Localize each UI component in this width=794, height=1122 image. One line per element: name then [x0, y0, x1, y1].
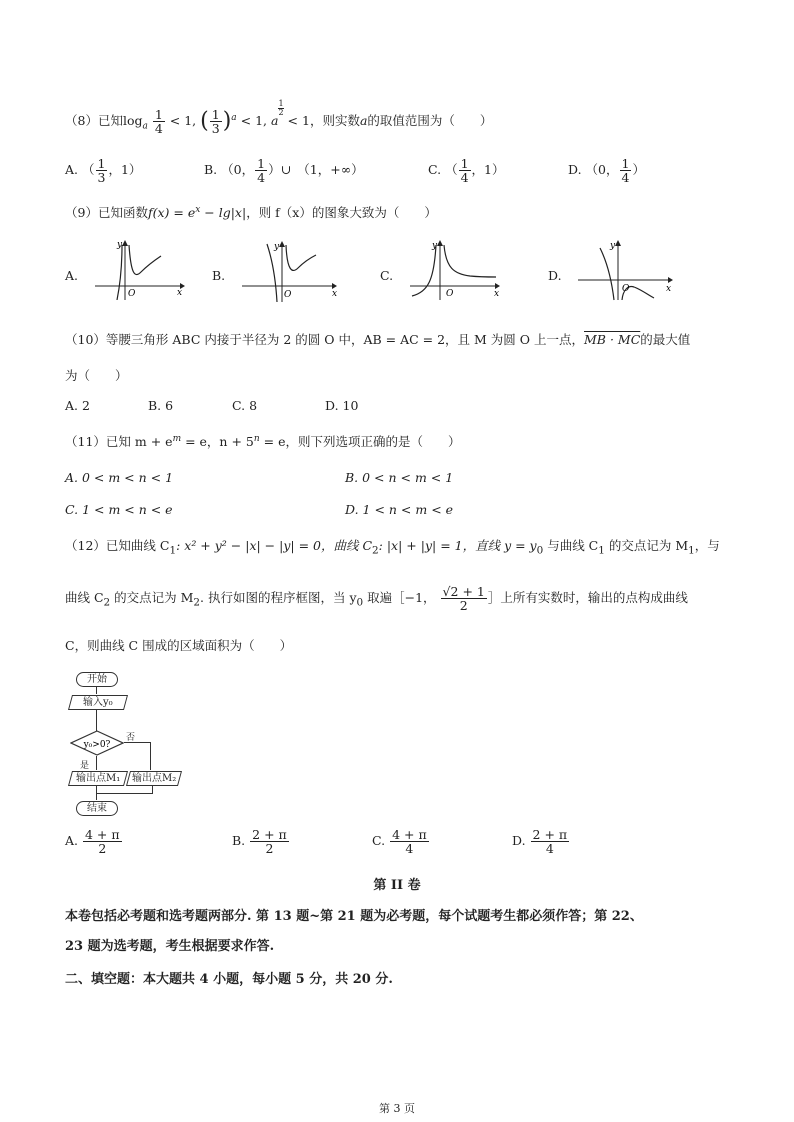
- svg-text:y: y: [432, 241, 438, 251]
- svg-text:x: x: [494, 289, 500, 299]
- svg-text:O: O: [284, 290, 292, 300]
- section-title: 第 II 卷: [373, 878, 421, 893]
- q12-option-d: D. $\frac{2 + \pi}{4}$: [512, 827, 568, 857]
- q10-option-c: C. 8: [232, 398, 258, 413]
- svg-text:y: y: [610, 241, 616, 251]
- flow-output-2: 输出点M₂: [126, 771, 182, 786]
- graph-a: [95, 240, 185, 300]
- q9-option-c: C. y O x: [380, 240, 500, 300]
- q8-option-c: C. （ $\frac{1}{4}$ ，1）: [428, 156, 505, 186]
- svg-text:y: y: [117, 240, 123, 250]
- q10-option-d: D. 10: [325, 398, 359, 413]
- q8-stem: （8）已知$\log_a$ $\frac{1}{4}$ < 1, ( $\frac{1}{3}$ )$^a$ < 1, a $^{\frac{1}{2}}$ < 1，则实数a的取值范围为（ ）: [65, 99, 493, 136]
- flow-start: 开始: [76, 672, 118, 687]
- q12-stem-1: （12）已知曲线 $C_1$: x² + y² − |x| − |y| = 0，曲线 $C_2$: |x| + |y| = 1，直线 $y = y_0$ 与曲线 $C_1$ 的交点记为 $M_1$，与: [65, 538, 720, 557]
- q11-option-a: A. 0 < m < n < 1: [65, 470, 174, 485]
- graph-c: [410, 240, 505, 300]
- q8-option-b: B. （0， $\frac{1}{4}$ ）∪ （1，+∞）: [204, 156, 364, 186]
- svg-text:x: x: [332, 289, 338, 299]
- q9-option-a: A. y O x: [65, 240, 185, 300]
- svg-text:x: x: [177, 288, 183, 298]
- q10-stem-2: 为（ ）: [65, 368, 128, 383]
- q9-option-b: B. y O x: [212, 240, 332, 305]
- q11-option-d: D. 1 < n < m < e: [345, 502, 454, 517]
- q11-option-b: B. 0 < n < m < 1: [345, 470, 454, 485]
- svg-text:O: O: [622, 284, 630, 294]
- q12-option-b: B. $\frac{2 + \pi}{2}$: [232, 827, 287, 857]
- q11-option-c: C. 1 < m < n < e: [65, 502, 173, 517]
- flowchart: [62, 668, 222, 818]
- flow-no-label: 否: [126, 733, 136, 743]
- q12-stem-2: 曲线 $C_2$ 的交点记为 $M_2$. 执行如图的程序框图，当 $y_0$ 取遍［−1， $\frac{√2 + 1}{2}$ ］上所有实数时，输出的点构成曲线: [65, 584, 688, 614]
- q11-stem: （11）已知 $m + e^m = e$，$n + 5^n = e$，则下列选项正确的是（ ）: [65, 433, 461, 449]
- svg-text:O: O: [128, 289, 136, 299]
- svg-text:y: y: [274, 242, 280, 252]
- q12-option-a: A. $\frac{4 + \pi}{2}$: [65, 827, 120, 857]
- q10-stem: （10）等腰三角形 ABC 内接于半径为 2 的圆 O 中，AB = AC = 2，且 M 为圆 O 上一点，MB · MC的最大值: [65, 332, 691, 347]
- flow-end: 结束: [76, 801, 118, 816]
- q9-option-d: D. y O x: [548, 240, 668, 300]
- section-intro-2: 23 题为选考题，考生根据要求作答.: [65, 939, 275, 954]
- q12-option-c: C. $\frac{4 + \pi}{4}$: [372, 827, 427, 857]
- q12-stem-3: C，则曲线 C 围成的区域面积为（ ）: [65, 638, 293, 653]
- q9-stem: （9）已知函数$f(x) = e^x - \lg|x|$，则 f（x）的图象大致为（ ）: [65, 204, 437, 220]
- q10-option-a: A. 2: [65, 398, 90, 413]
- svg-text:x: x: [666, 284, 672, 294]
- flow-output-1: 输出点M₁: [68, 771, 128, 786]
- flow-yes-label: 是: [80, 761, 90, 771]
- svg-text:y₀>0?: y₀>0?: [83, 740, 111, 750]
- section-intro-1: 本卷包括必考题和选考题两部分. 第 13 题~第 21 题为必考题，每个试题考生都必须作答；第 22、: [65, 909, 643, 924]
- q8-option-d: D. （0， $\frac{1}{4}$ ）: [568, 156, 645, 186]
- page-number: 第 3 页: [379, 1102, 415, 1115]
- graph-b: [232, 240, 342, 305]
- flow-decision: [70, 730, 124, 756]
- graph-d: [578, 240, 678, 302]
- q10-option-b: B. 6: [148, 398, 174, 413]
- fill-blank-heading: 二、填空题：本大题共 4 小题，每小题 5 分，共 20 分.: [65, 972, 393, 987]
- q8-option-a: A. （ $\frac{1}{3}$ ，1）: [65, 156, 142, 186]
- flow-input: 输入y₀: [68, 695, 128, 710]
- svg-text:O: O: [446, 289, 454, 299]
